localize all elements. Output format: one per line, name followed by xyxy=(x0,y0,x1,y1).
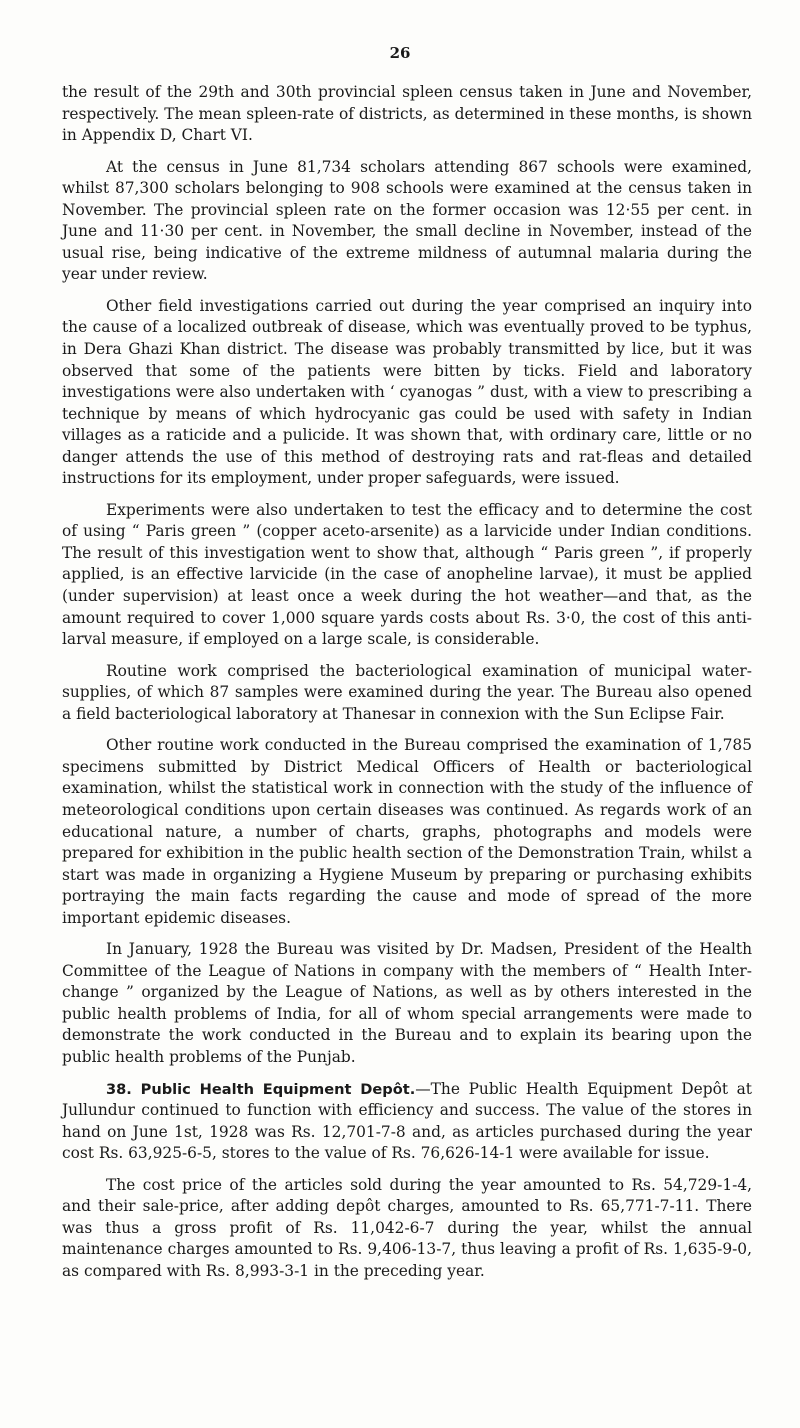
section-text-equipment-depot: —The Public Health Equipment Depôt at Jullundur continued to function with efficiency and success. The value of the stores in hand on June 1st, 1928 was Rs. 12,701-7-8 and, as articles purchased during the year cost Rs. 63,925-6-5, stores to the value of Rs. 76,626-14-1 were available for issue. xyxy=(62,1079,752,1163)
section-heading-equipment-depot: 38. Public Health Equipment Depôt. xyxy=(106,1080,416,1098)
paragraph-depot-accounts: The cost price of the articles sold during the year amounted to Rs. 54,729-1-4, and their sale-price, after adding depôt charges, amounted to Rs. 65,771-7-11. There was thus a gross profit of Rs. 11,042-6-7 during the year, whilst the annual maintenance charges amounted to Rs. 9,406-13-7, thus leaving a profit of Rs. 1,635-9-0, as compared with Rs. 8,993-3-1 in the preceding year. xyxy=(62,1175,752,1280)
paragraph-routine-work: Routine work comprised the bacteriological examination of municipal water-supplies, of which 87 samples were examined during the year. The Bureau also opened a field bacteriological laboratory at Thanesar in connexion with the Sun Eclipse Fair. xyxy=(62,661,752,723)
paragraph-bureau-visit: In January, 1928 the Bureau was visited by Dr. Madsen, President of the Health Committee of the League of Nations in company with the members of “ Health Inter-change ” organized by the League of Nations, as well as by others interested in the public health problems of India, for all of whom special arrangements were made to demonstrate the work conducted in the Bureau and to explain its bearing upon the public health problems of the Punjab. xyxy=(62,940,752,1066)
paragraph-bureau-routine-work: Other routine work conducted in the Bureau comprised the examination of 1,785 specimens submitted by District Medical Officers of Health or bacteriological examination, whilst the statistical work in connection with the study of the influence of meteorological conditions upon certain diseases was continued. As regards work of an educational nature, a number of charts, graphs, photographs and models were prepared for exhibition in the public health section of the Demonstration Train, whilst a start was made in organizing a Hygiene Museum by preparing or purchasing exhibits portraying the main facts regarding the cause and mode of spread of the more important epidemic diseases. xyxy=(62,736,752,927)
paragraph-field-investigations: Other field investigations carried out during the year comprised an inquiry into the cause of a localized outbreak of disease, which was eventually proved to be typhus, in Dera Ghazi Khan district. The disease was probably transmitted by lice, but it was observed that some of the patients were bitten by ticks. Field and laboratory investigations were also undertaken with ‘ cyanogas ” dust, with a view to prescribing a technique by means of which hydrocyanic gas could be used with safety in Indian villages as a raticide and a pulicide. It was shown that, with ordinary care, little or no danger attends the use of this method of destroying rats and rat-fleas and detailed instructions for its employment, under proper safeguards, were issued. xyxy=(62,296,752,488)
paragraph-spleen-census-continued: the result of the 29th and 30th provincial spleen census taken in June and November, respectively. The mean spleen-rate of districts, as determined in these months, is shown in Appendix D, Chart VI. xyxy=(62,83,752,145)
paragraph-equipment-depot xyxy=(62,1079,752,1165)
page-number: 26 xyxy=(389,44,411,62)
paragraph-census-results: At the census in June 81,734 scholars attending 867 schools were examined, whilst 87,300 scholars belonging to 908 schools were examined at the census taken in November. The provincial spleen rate on the former occasion was 12·55 per cent. in June and 11·30 per cent. in November, the small decline in November, instead of the usual rise, being indicative of the extreme mildness of autumnal malaria during the year under review. xyxy=(62,157,752,284)
paragraph-paris-green-experiments: Experiments were also undertaken to test the efficacy and to determine the cost of using “ Paris green ” (copper aceto-arsenite) as a larvicide under Indian conditions. The result of this investigation went to show that, although “ Paris green ”, if properly applied, is an effective larvicide (in the case of anopheline larvae), it must be applied (under supervision) at least once a week during the hot weather—and that, as the amount required to cover 1,000 square yards costs about Rs. 3·0, the cost of this anti-larval measure, if employed on a large scale, is considerable. xyxy=(62,500,752,649)
body-text xyxy=(62,82,752,1292)
